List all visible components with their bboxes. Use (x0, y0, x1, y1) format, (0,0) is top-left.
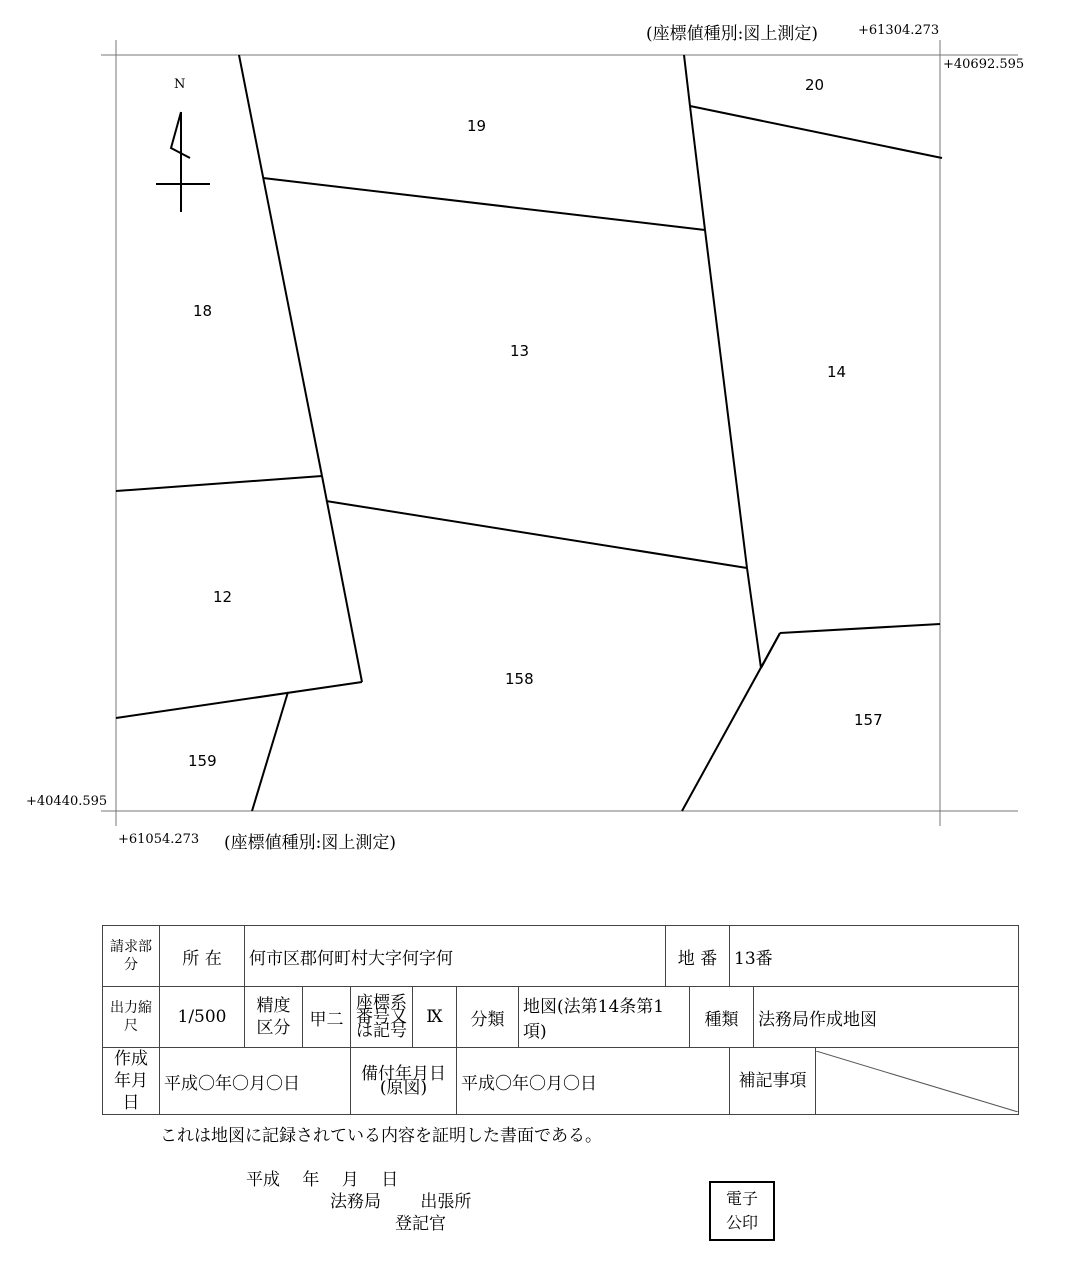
certification-text: これは地図に記録されている内容を証明した書面である。 (160, 1126, 602, 1146)
map-info-table (102, 925, 1019, 1115)
parcel-label: 157 (854, 711, 883, 729)
remarks-diagonal (816, 1051, 1018, 1112)
accuracy-value: 甲二 (303, 987, 351, 1048)
registrar-label: 登記官 (395, 1214, 446, 1234)
north-arrow-icon (156, 112, 210, 212)
parcel-label: 19 (467, 117, 487, 135)
map-frame (101, 40, 1018, 826)
parcel-boundaries (116, 55, 942, 811)
attached-value: 平成〇年〇月〇日 (457, 1048, 730, 1115)
scale-value: 1/500 (160, 987, 245, 1048)
north-label: N (174, 77, 186, 92)
parcel-label: 18 (193, 302, 213, 320)
office-line: 法務局 出張所 (330, 1192, 472, 1212)
request-label: 請求部分 (103, 926, 160, 987)
coord-type-caption-bottom: (座標値種別:図上測定) (224, 833, 396, 853)
parcel-label: 12 (213, 588, 233, 606)
created-value: 平成〇年〇月〇日 (160, 1048, 351, 1115)
coord-top-right-x: +61304.273 (858, 23, 940, 38)
parcel-label: 159 (188, 752, 217, 770)
parcel-label: 13 (510, 342, 530, 360)
parcel-label: 20 (805, 76, 825, 94)
accuracy-label: 精度区分 (245, 987, 303, 1048)
attached-label: 備付年月日(原図) (351, 1048, 457, 1115)
type-value: 法務局作成地図 (754, 987, 1019, 1048)
coord-bottom-left-y: +40440.595 (26, 794, 108, 809)
location-value: 何市区郡何町村大字何字何 (245, 926, 666, 987)
lot-value: 13番 (730, 926, 1019, 987)
classification-label: 分類 (457, 987, 519, 1048)
type-label: 種類 (690, 987, 754, 1048)
scale-label: 出力縮尺 (103, 987, 160, 1048)
remarks-label: 補記事項 (730, 1048, 816, 1115)
coord-type-caption-top: (座標値種別:図上測定) (646, 24, 818, 44)
parcel-label: 158 (505, 670, 534, 688)
coord-system-label: 座標系番号又は記号 (351, 987, 413, 1048)
date-line: 平成 年 月 日 (246, 1170, 399, 1190)
classification-value: 地図(法第14条第1項) (519, 987, 690, 1048)
electronic-seal-stamp (709, 1181, 775, 1241)
stamp-line1: 電子 (725, 1189, 758, 1208)
stamp-line2: 公印 (725, 1213, 758, 1232)
location-label: 所 在 (160, 926, 245, 987)
coord-top-right-y: +40692.595 (943, 57, 1025, 72)
created-label: 作成年月日 (103, 1048, 160, 1115)
coord-system-value: Ⅸ (413, 987, 457, 1048)
coord-bottom-left-x: +61054.273 (118, 832, 200, 847)
parcel-label: 14 (827, 363, 847, 381)
remarks-value-cell (816, 1048, 1019, 1115)
lot-label: 地 番 (666, 926, 730, 987)
